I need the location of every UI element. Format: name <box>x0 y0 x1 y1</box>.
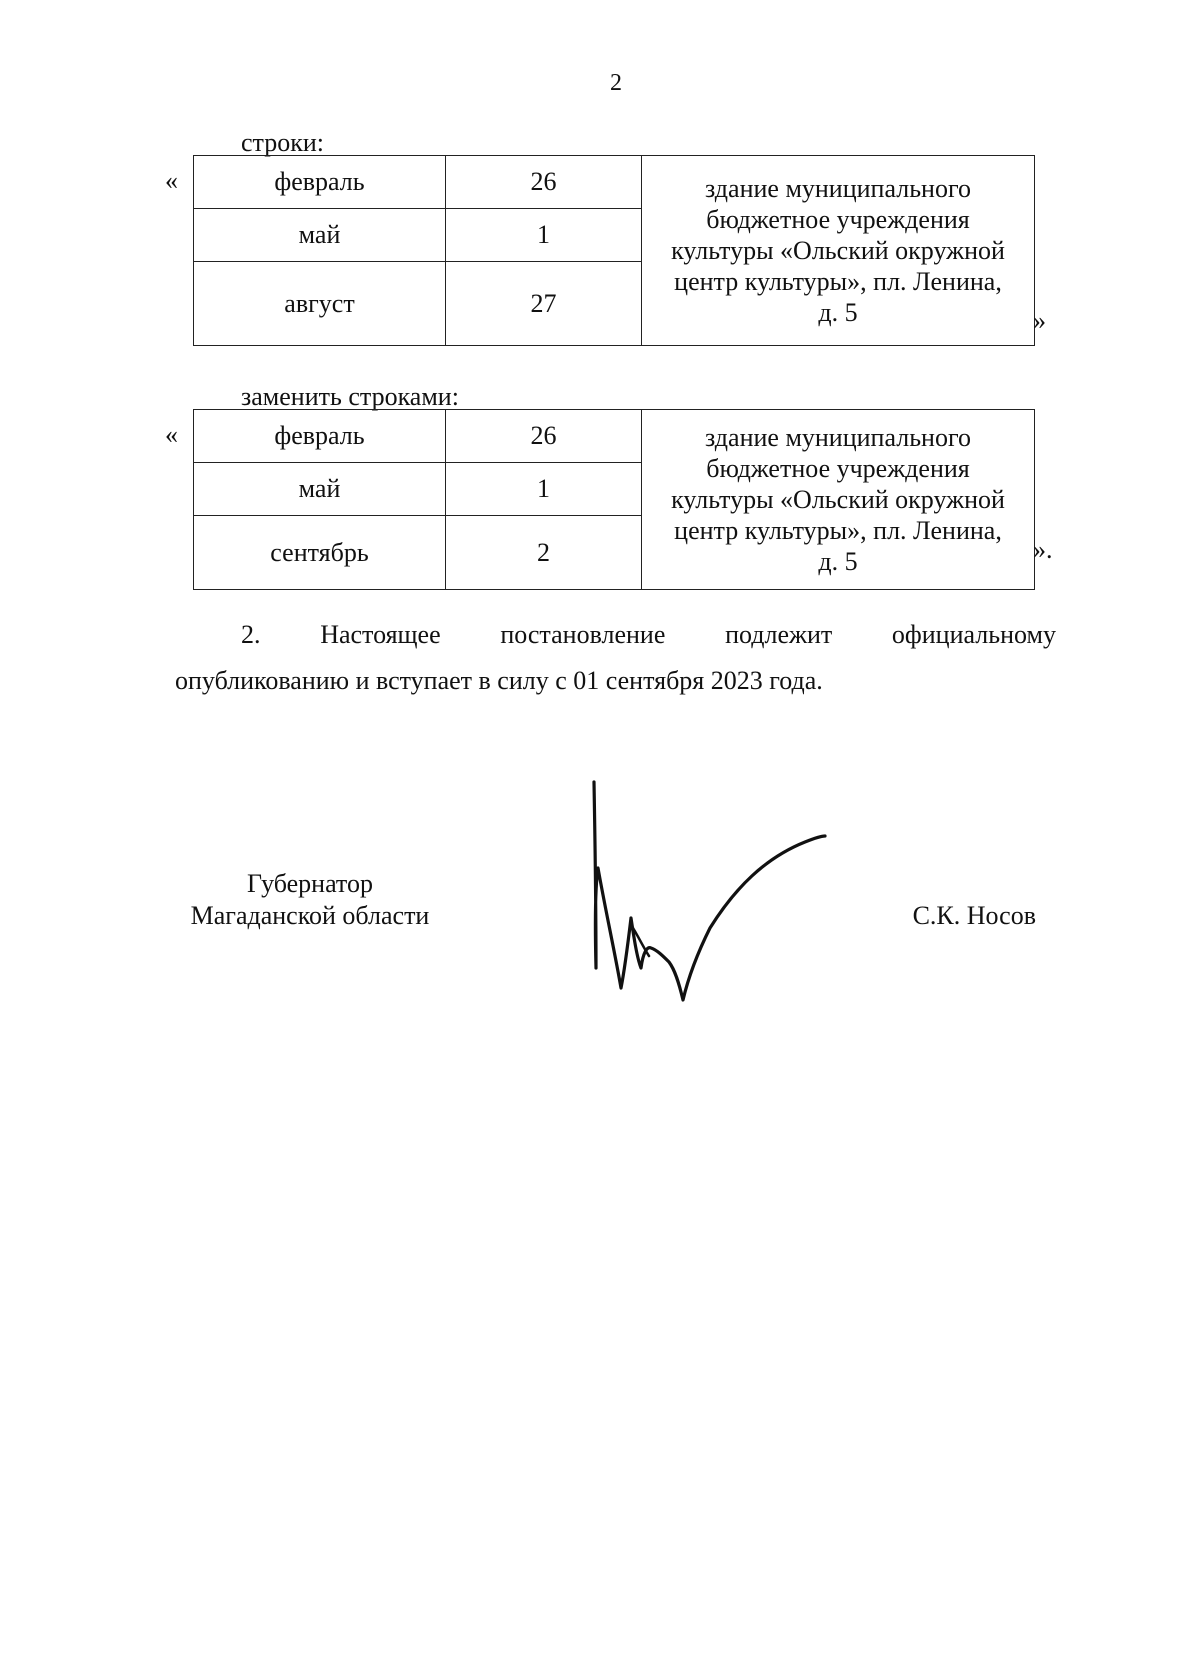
place-line: бюджетное учреждения <box>706 454 970 483</box>
after-table <box>193 409 1035 590</box>
before-label: строки: <box>241 128 324 157</box>
before-table <box>193 155 1035 346</box>
signatory-title-line: Магаданской области <box>190 901 430 930</box>
month-cell: август <box>194 262 446 346</box>
table-row <box>194 410 1035 463</box>
day-cell: 27 <box>446 262 642 346</box>
month-cell: февраль <box>194 410 446 463</box>
day-cell: 1 <box>446 463 642 516</box>
place-line: культуры «Ольский окружной <box>671 236 1005 265</box>
month-cell: май <box>194 463 446 516</box>
after-label: заменить строками: <box>241 382 459 411</box>
place-cell <box>642 156 1035 346</box>
place-cell <box>642 410 1035 590</box>
table-row <box>194 156 1035 209</box>
day-cell: 2 <box>446 516 642 590</box>
signatory-title <box>175 868 445 932</box>
day-cell: 26 <box>446 410 642 463</box>
month-cell: февраль <box>194 156 446 209</box>
paragraph-word: Настоящее <box>320 620 441 649</box>
signatory-title-line: Губернатор <box>247 869 373 898</box>
place-line: здание муниципального <box>705 423 971 452</box>
paragraph-line <box>175 620 1056 650</box>
place-line: д. 5 <box>818 298 858 327</box>
place-line: здание муниципального <box>705 174 971 203</box>
after-open-quote: « <box>165 420 178 449</box>
place-line: бюджетное учреждения <box>706 205 970 234</box>
place-line: центр культуры», пл. Ленина, <box>674 516 1002 545</box>
place-line: центр культуры», пл. Ленина, <box>674 267 1002 296</box>
before-open-quote: « <box>165 166 178 195</box>
paragraph-word: постановление <box>500 620 666 649</box>
handwritten-signature <box>565 778 845 1018</box>
paragraph-2 <box>175 620 1056 696</box>
place-line: культуры «Ольский окружной <box>671 485 1005 514</box>
page-number: 2 <box>610 70 622 96</box>
place-line: д. 5 <box>818 547 858 576</box>
paragraph-number: 2. <box>241 620 261 649</box>
paragraph-word: подлежит <box>725 620 833 649</box>
paragraph-line: опубликованию и вступает в силу с 01 сентября 2023 года. <box>175 666 823 695</box>
month-cell: сентябрь <box>194 516 446 590</box>
month-cell: май <box>194 209 446 262</box>
after-close-quote: ». <box>1033 535 1053 564</box>
paragraph-word: официальному <box>891 620 1056 649</box>
day-cell: 1 <box>446 209 642 262</box>
day-cell: 26 <box>446 156 642 209</box>
signatory-name: С.К. Носов <box>912 901 1036 930</box>
before-close-quote: » <box>1033 306 1046 335</box>
